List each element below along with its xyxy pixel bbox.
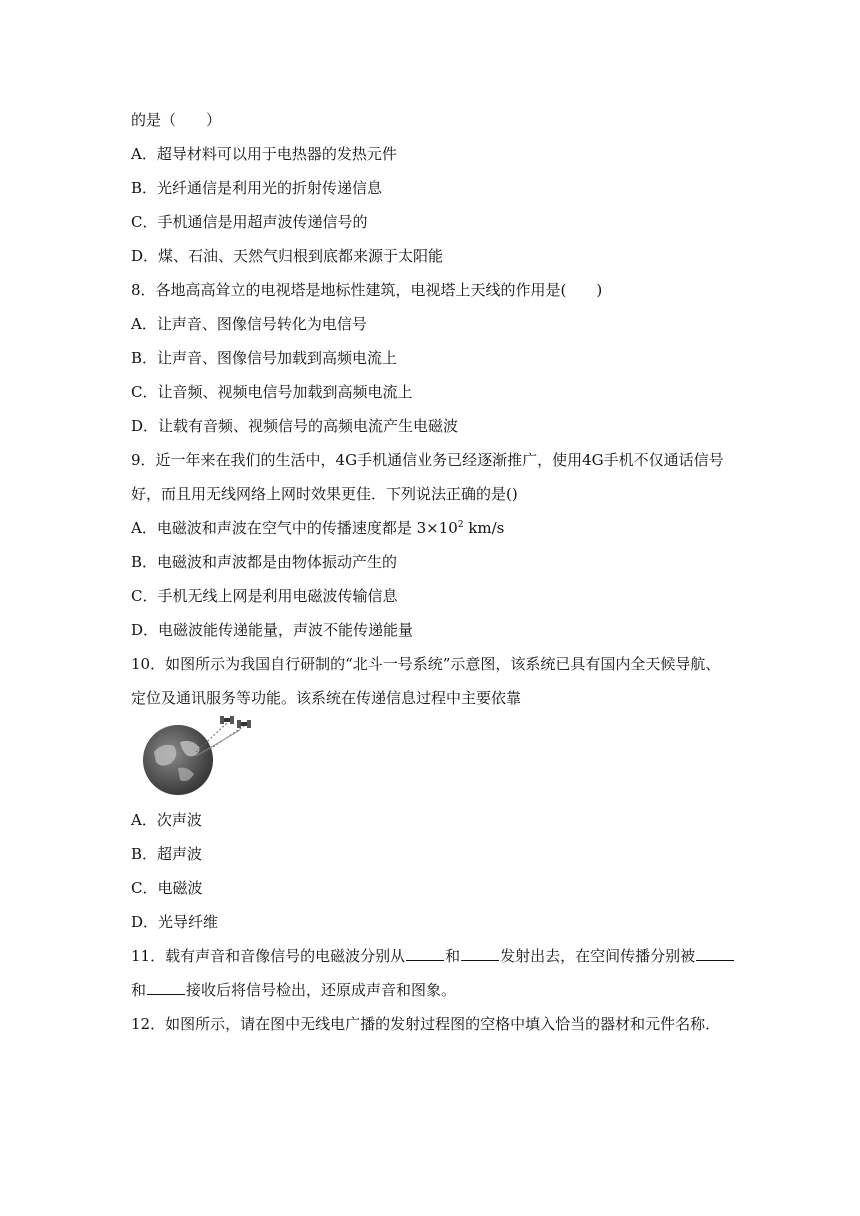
q8-option-b: B．让声音、图像信号加载到高频电流上	[131, 349, 398, 367]
satellite-icon	[237, 720, 251, 728]
answer-blank[interactable]	[406, 946, 444, 961]
q10-option-c: C．电磁波	[131, 879, 203, 897]
question-9-stem-line2: 好，而且用无线网络上网时效果更佳．下列说法正确的是()	[131, 485, 518, 503]
q8-option-a: A．让声音、图像信号转化为电信号	[131, 315, 367, 333]
q9-option-a-text: A．电磁波和声波在空气中的传播速度都是 3×10	[131, 519, 458, 537]
answer-blank[interactable]	[696, 946, 734, 961]
q7-option-a: A．超导材料可以用于电热器的发热元件	[131, 145, 397, 163]
earth-globe	[143, 725, 213, 795]
question-11-line1	[131, 946, 735, 966]
q9-option-d: D．电磁波能传递能量，声波不能传递能量	[131, 621, 414, 639]
q11-text-part4: 和	[131, 981, 147, 999]
question-11-line2	[131, 980, 456, 1000]
question-7-stem-end: 的是（ ）	[131, 111, 222, 129]
q10-option-a: A．次声波	[131, 811, 202, 829]
q9-option-a-exponent: 2	[457, 520, 464, 530]
q9-option-a-unit: km/s	[463, 519, 505, 537]
satellite-icon	[220, 716, 234, 724]
q11-text-part3: 发射出去，在空间传播分别被	[500, 947, 696, 965]
q11-text-part1: 11．载有声音和音像信号的电磁波分别从	[131, 947, 406, 965]
question-8-stem: 8．各地高高耸立的电视塔是地标性建筑，电视塔上天线的作用是( )	[131, 281, 603, 299]
question-10-stem-line2: 定位及通讯服务等功能。该系统在传递信息过程中主要依靠	[131, 689, 522, 707]
q9-option-b: B．电磁波和声波都是由物体振动产生的	[131, 553, 398, 571]
q8-option-d: D．让载有音频、视频信号的高频电流产生电磁波	[131, 417, 459, 435]
q9-option-c: C．手机无线上网是利用电磁波传输信息	[131, 587, 398, 605]
beidou-satellite-figure	[140, 712, 256, 802]
q10-option-b: B．超声波	[131, 845, 203, 863]
q10-option-d: D．光导纤维	[131, 913, 219, 931]
question-10-stem-line1: 10．如图所示为我国自行研制的“北斗一号系统”示意图，该系统已具有国内全天候导航、	[131, 655, 721, 673]
question-9-stem-line1: 9．近一年来在我们的生活中，4G手机通信业务已经逐渐推广，使用4G手机不仅通话信号	[131, 451, 724, 469]
q7-option-b: B．光纤通信是利用光的折射传递信息	[131, 179, 383, 197]
q9-option-a	[131, 518, 504, 538]
question-12-stem: 12．如图所示，请在图中无线电广播的发射过程图的空格中填入恰当的器材和元件名称．	[131, 1015, 721, 1033]
answer-blank[interactable]	[461, 946, 499, 961]
q11-text-part2: 和	[445, 947, 461, 965]
q8-option-c: C．让音频、视频电信号加载到高频电流上	[131, 383, 413, 401]
q7-option-c: C．手机通信是用超声波传递信号的	[131, 213, 368, 231]
q11-text-part5: 接收后将信号检出，还原成声音和图象。	[186, 981, 457, 999]
answer-blank[interactable]	[147, 980, 185, 995]
q7-option-d: D．煤、石油、天然气归根到底都来源于太阳能	[131, 247, 444, 265]
